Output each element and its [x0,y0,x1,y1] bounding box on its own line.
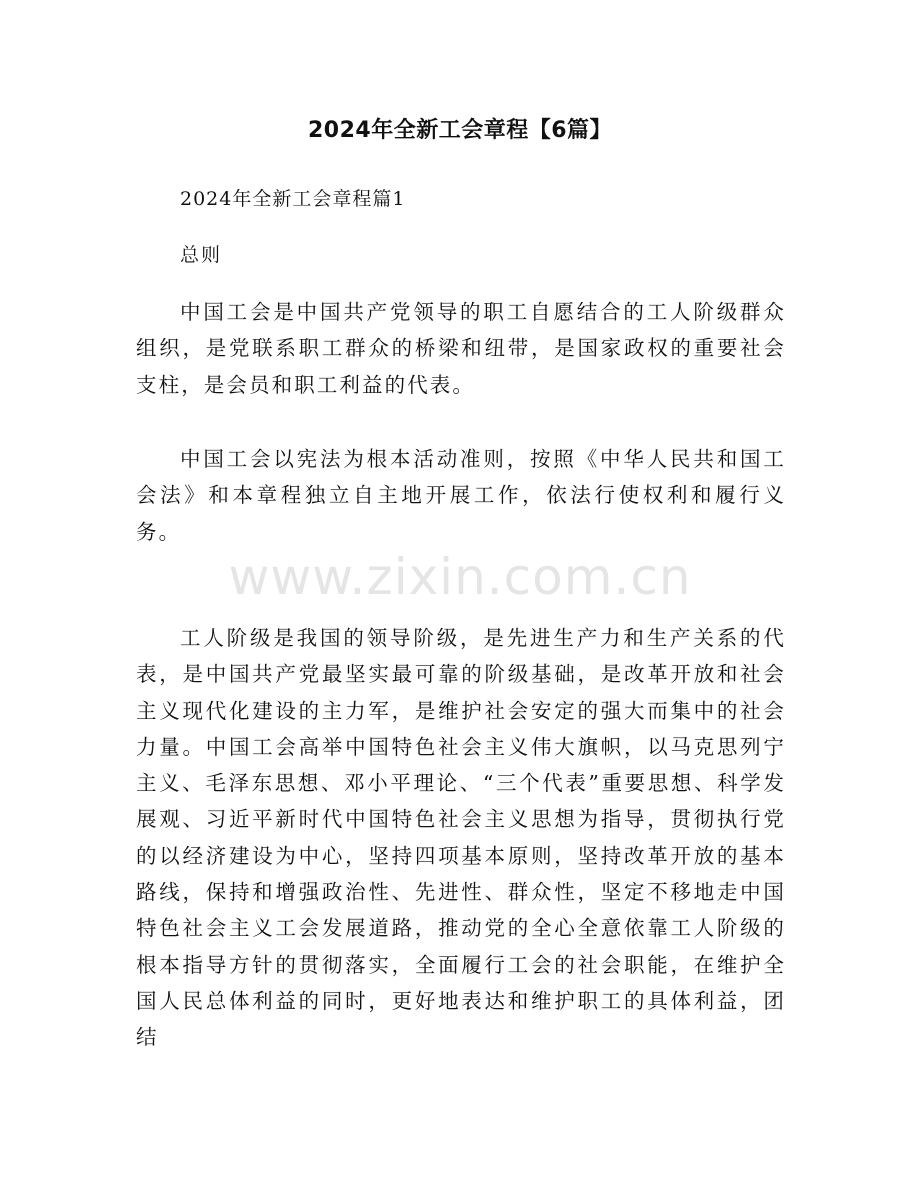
paragraph-3: 工人阶级是我国的领导阶级，是先进生产力和生产关系的代表，是中国共产党最坚实最可靠的阶级基础，是改革开放和社会主义现代化建设的主力军，是维护社会安定的强大而集中的社会力量。中国工会高举中国特色社会主义伟大旗帜，以马克思列宁主义、毛泽东思想、邓小平理论、“三个代表”重要思想、科学发展观、习近平新时代中国特色社会主义思想为指导，贯彻执行党的以经济建设为中心，坚持四项基本原则，坚持改革开放的基本路线，保持和增强政治性、先进性、群众性，坚定不移地走中国特色社会主义工会发展道路，推动党的全心全意依靠工人阶级的根本指导方针的贯彻落实，全面履行工会的社会职能，在维护全国人民总体利益的同时，更好地表达和维护职工的具体利益，团结 [136,626,786,1050]
section-heading: 2024年全新工会章程篇1 [180,188,406,210]
sub-heading: 总则 [180,244,223,266]
watermark: www.zixin.com.cn [228,548,692,606]
document-title: 2024年全新工会章程【6篇】 [307,118,613,143]
paragraph-1: 中国工会是中国共产党领导的职工自愿结合的工人阶级群众组织，是党联系职工群众的桥梁和纽带，是国家政权的重要社会支柱，是会员和职工利益的代表。 [136,300,786,397]
paragraph-2: 中国工会以宪法为根本活动准则，按照《中华人民共和国工会法》和本章程独立自主地开展工作，依法行使权利和履行义务。 [136,447,786,544]
